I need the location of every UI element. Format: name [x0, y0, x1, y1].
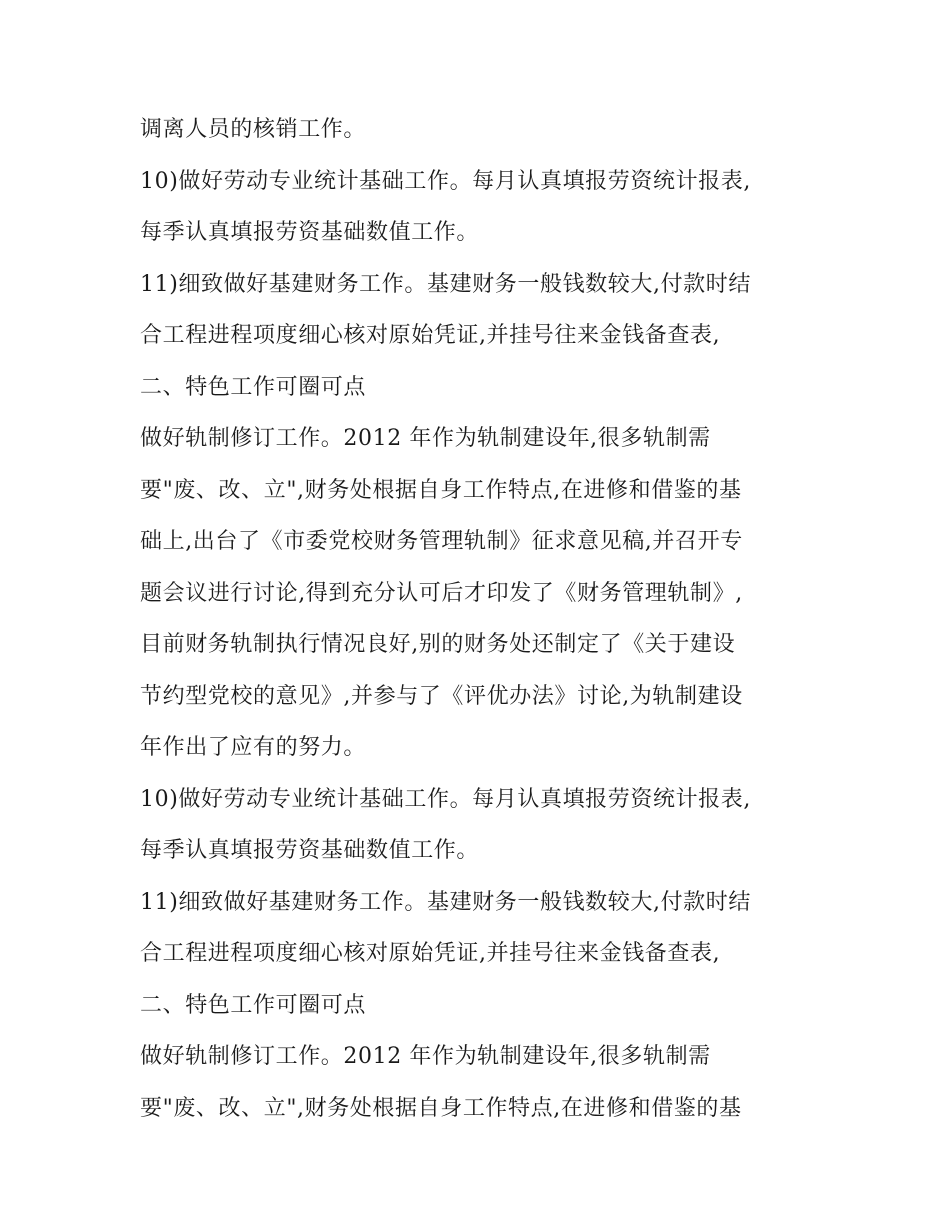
- text-line: 调离人员的核销工作。: [140, 117, 367, 142]
- section-heading: 二、特色工作可圈可点: [140, 374, 367, 400]
- text-line: 节约型党校的意见》,并参与了《评优办法》讨论,为轨制建设: [140, 683, 743, 709]
- text-line: 目前财务轨制执行情况良好,别的财务处还制定了《关于建设: [140, 632, 736, 657]
- document-body: [140, 104, 820, 1134]
- text-line: 每季认真填报劳资基础数值工作。: [140, 838, 480, 863]
- text-line: 11)细致做好基建财务工作。基建财务一般钱数较大,付款时结: [140, 889, 751, 915]
- text-line: 要"废、改、立",财务处根据自身工作特点,在进修和借鉴的基: [140, 477, 742, 503]
- text-line: 每季认真填报劳资基础数值工作。: [140, 220, 480, 245]
- text-line: 础上,出台了《市委党校财务管理轨制》征求意见稿,并召开专: [140, 529, 743, 554]
- section-heading: 二、特色工作可圈可点: [140, 992, 367, 1018]
- text-line: 10)做好劳动专业统计基础工作。每月认真填报劳资统计报表,: [140, 786, 751, 812]
- text-line: 合工程进程项度细心核对原始凭证,并挂号往来金钱备查表,: [140, 323, 721, 348]
- text-line: 10)做好劳动专业统计基础工作。每月认真填报劳资统计报表,: [140, 168, 751, 194]
- text-line: 11)细致做好基建财务工作。基建财务一般钱数较大,付款时结: [140, 271, 751, 297]
- text-line: 做好轨制修订工作。2012 年作为轨制建设年,很多轨制需: [140, 1044, 711, 1069]
- text-line: 题会议进行讨论,得到充分认可后才印发了《财务管理轨制》,: [140, 580, 743, 606]
- text-line: 做好轨制修订工作。2012 年作为轨制建设年,很多轨制需: [140, 426, 711, 451]
- text-line: 要"废、改、立",财务处根据自身工作特点,在进修和借鉴的基: [140, 1095, 742, 1121]
- text-line: 年作出了应有的努力。: [140, 735, 367, 760]
- text-line: 合工程进程项度细心核对原始凭证,并挂号往来金钱备查表,: [140, 941, 721, 966]
